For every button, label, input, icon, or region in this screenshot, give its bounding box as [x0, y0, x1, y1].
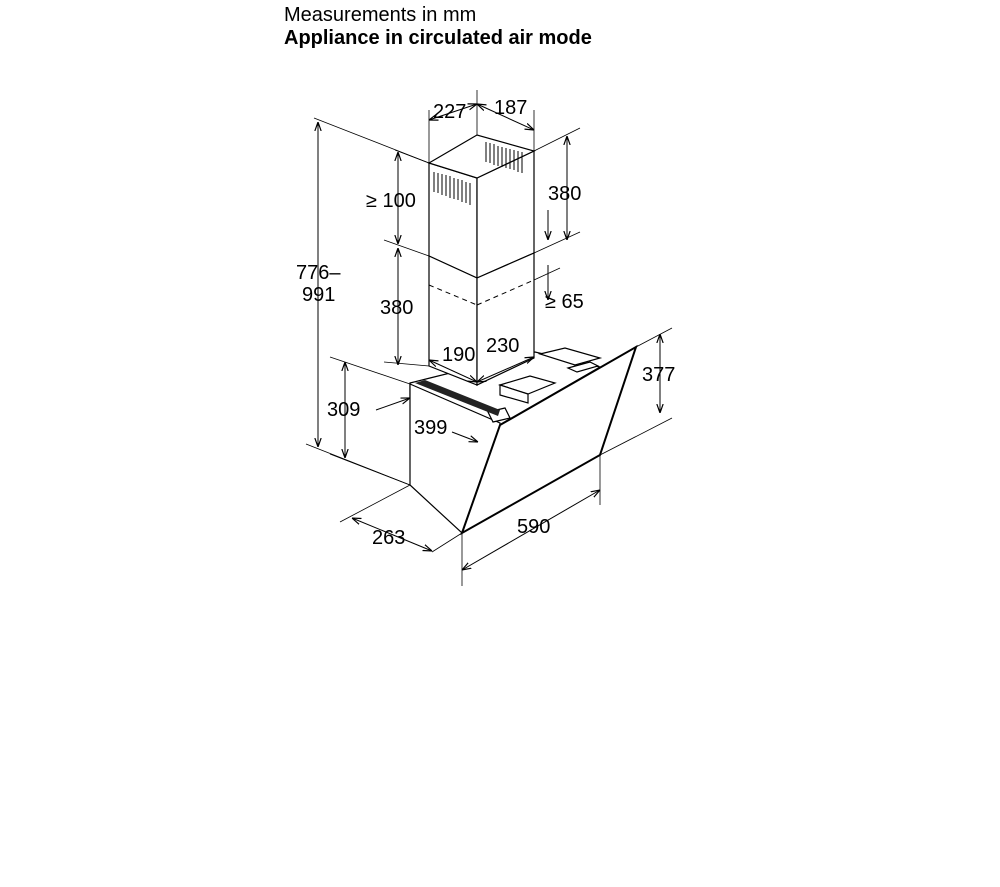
dim-chimney-width-bottom: 190 — [442, 344, 476, 366]
dim-hood-base-depth: 263 — [372, 527, 406, 549]
dim-chimney-depth-bottom: 230 — [486, 335, 520, 357]
dim-overlap-min: ≥ 65 — [545, 291, 584, 313]
hood-appliance — [410, 135, 636, 533]
dim-total-height-line1: 776– — [296, 262, 341, 284]
dim-chimney-depth-top: 187 — [494, 97, 528, 119]
dim-clearance-top: ≥ 100 — [366, 190, 416, 212]
dim-hood-width: 590 — [517, 516, 551, 538]
dim-hood-body-height: 309 — [327, 399, 361, 421]
dim-hood-depth: 399 — [414, 417, 448, 439]
mode-title: Appliance in circulated air mode — [284, 27, 592, 49]
dim-lower-chimney-height: 380 — [380, 297, 414, 319]
dim-hood-glass-height: 377 — [642, 364, 676, 386]
dim-chimney-width-front: 227 — [433, 101, 467, 123]
dim-total-height-line2: 991 — [302, 284, 336, 306]
units-note: Measurements in mm — [284, 4, 477, 26]
dim-upper-chimney-height: 380 — [548, 183, 582, 205]
